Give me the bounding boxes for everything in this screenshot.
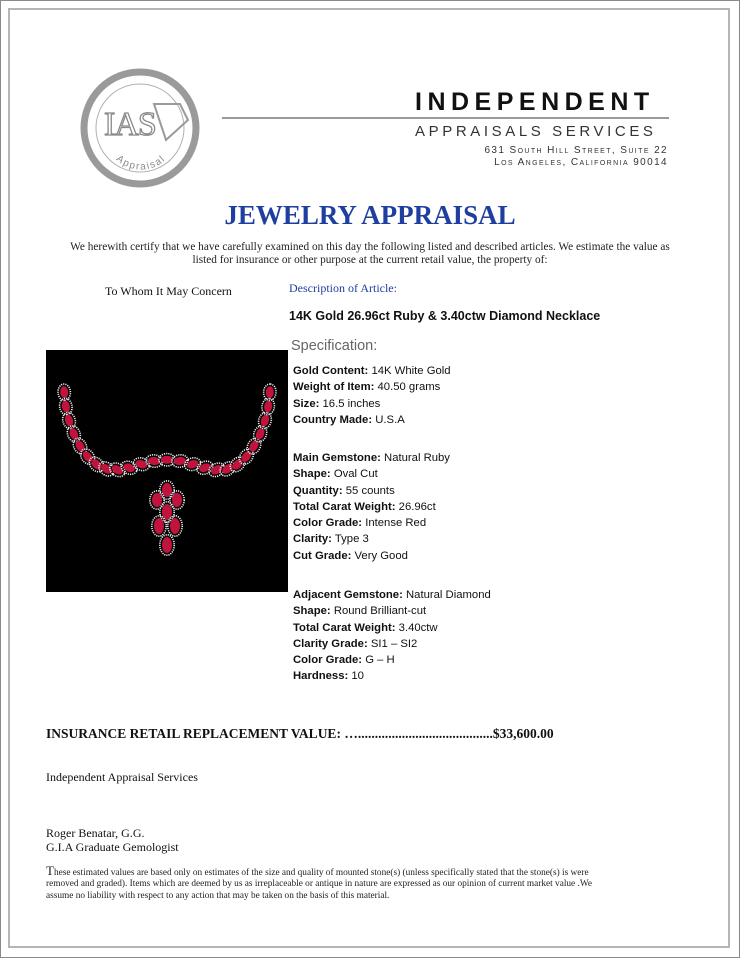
logo-letters: IAS xyxy=(104,106,156,143)
spec-row: Country Made: U.S.A xyxy=(293,413,405,426)
spec-row: Shape: Oval Cut xyxy=(293,468,378,481)
specification-label: Specification: xyxy=(291,338,378,354)
recipient: To Whom It May Concern xyxy=(105,284,232,298)
spec-row: Hardness: 10 xyxy=(293,670,364,683)
gold-spec-group xyxy=(293,363,451,428)
insurance-dots: …........................................ xyxy=(340,726,493,741)
company-subtitle: APPRAISALS SERVICES xyxy=(415,123,657,140)
article-title: 14K Gold 26.96ct Ruby & 3.40ctw Diamond Necklace xyxy=(289,309,601,323)
certification-text: We herewith certify that we have carefully examined on this day the following listed and described articles. We estimate the value as listed for insurance or other purpose at the current retail value, the property of: xyxy=(70,241,670,266)
spec-row: Adjacent Gemstone: Natural Diamond xyxy=(293,589,491,601)
spec-row: Cut Grade: Very Good xyxy=(293,549,408,562)
insurance-label: INSURANCE RETAIL REPLACEMENT VALUE: xyxy=(46,726,341,741)
disclaimer xyxy=(46,865,606,902)
document-title: JEWELRY APPRAISAL xyxy=(224,200,516,230)
issuer: Independent Appraisal Services xyxy=(46,770,198,784)
company-name: INDEPENDENT xyxy=(415,88,655,116)
spec-row: Main Gemstone: Natural Ruby xyxy=(293,452,450,464)
spec-row: Clarity: Type 3 xyxy=(293,533,369,546)
adjacent-gemstone-group xyxy=(293,587,491,685)
insurance-value-line xyxy=(46,726,554,742)
necklace-photo xyxy=(46,350,288,592)
spec-row: Total Carat Weight: 3.40ctw xyxy=(293,621,438,634)
description-label: Description of Article: xyxy=(289,281,397,295)
spec-row: Clarity Grade: SI1 – SI2 xyxy=(293,637,418,650)
ruby-bead xyxy=(172,493,182,507)
spec-row: Size: 16.5 inches xyxy=(293,397,381,410)
address-line-2: Los Angeles, California 90014 xyxy=(494,157,668,168)
ruby-bead xyxy=(152,493,162,507)
ruby-bead xyxy=(154,518,164,534)
main-gemstone-group xyxy=(293,450,450,564)
spec-row: Shape: Round Brilliant-cut xyxy=(293,605,427,618)
logo-ring-text: Appraisal xyxy=(113,153,169,173)
svg-text:Appraisal xyxy=(114,153,168,172)
header-rule xyxy=(222,117,669,119)
spec-row: Color Grade: G – H xyxy=(293,654,395,667)
spec-row: Total Carat Weight: 26.96ct xyxy=(293,500,436,513)
ruby-bead xyxy=(162,537,172,553)
address-line-1: 631 South Hill Street, Suite 22 xyxy=(484,145,668,156)
disclaimer-text: hese estimated values are based only on estimates of the size and quality of mounted stone(s) (unless specifically stated that the stone(s) is were removed and graded). Items which are deemed by us as irreplaceable or antique in nature are expressed as our opinion of current market value .We assume no liability with respect to any action that may be taken on the basis of this material. xyxy=(46,868,592,901)
signer-name: Roger Benatar, G.G. xyxy=(46,826,145,840)
spec-row: Color Grade: Intense Red xyxy=(293,517,427,530)
disclaimer-initial: T xyxy=(46,863,54,878)
spec-row: Weight of Item: 40.50 grams xyxy=(293,381,441,394)
insurance-amount: $33,600.00 xyxy=(492,726,554,741)
ruby-bead xyxy=(170,518,180,534)
spec-row: Gold Content: 14K White Gold xyxy=(293,365,451,377)
spec-row: Quantity: 55 counts xyxy=(293,484,395,497)
signer-title: G.I.A Graduate Gemologist xyxy=(46,840,179,854)
ias-logo xyxy=(80,68,200,188)
